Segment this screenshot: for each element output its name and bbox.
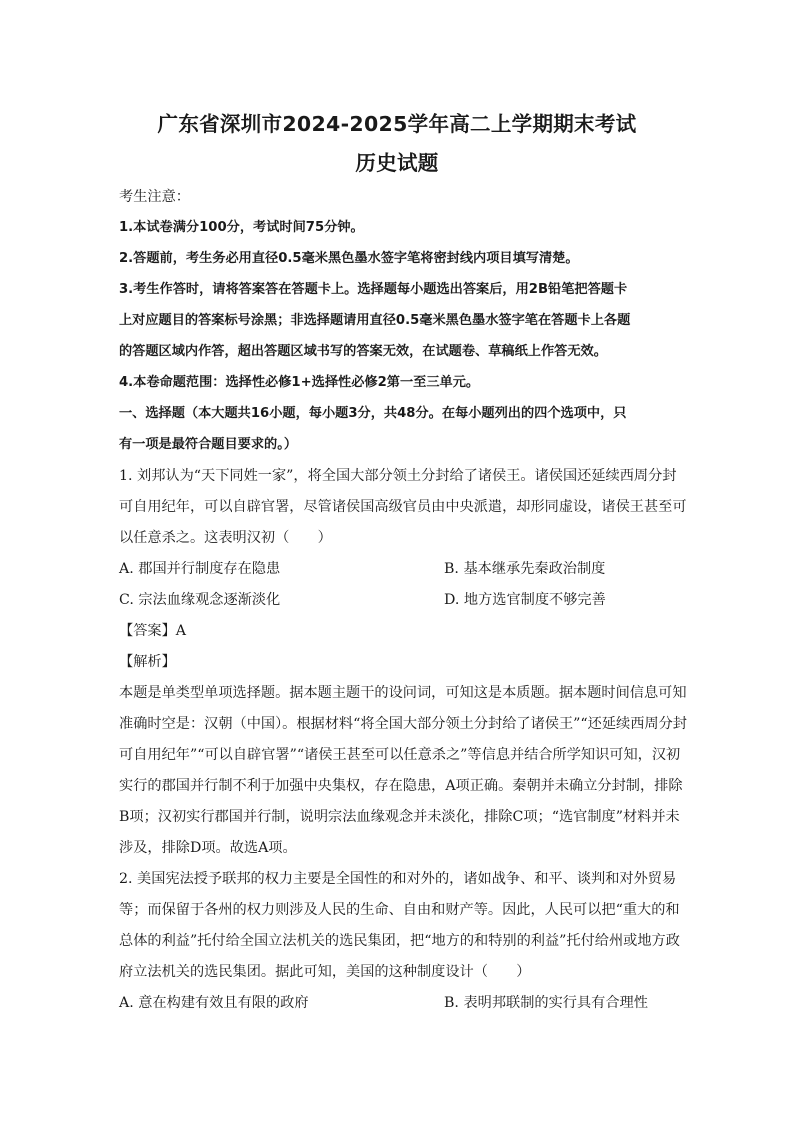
notice-item: 4.本卷命题范围：选择性必修1+选择性必修2第一至三单元。: [119, 375, 480, 390]
question-1-analysis-label: 【解析】: [119, 654, 176, 670]
exam-title: 广东省深圳市2024-2025学年高二上学期期末考试: [157, 112, 637, 136]
question-1-analysis: 准确时空是：汉朝（中国）。根据材料“将全国大部分领土分封给了诸侯王”“还延续西周分封: [119, 716, 687, 732]
question-1-option-d: D. 地方选官制度不够完善: [444, 592, 606, 608]
question-1-option-a: A. 郡国并行制度存在隐患: [119, 561, 281, 577]
question-1-answer: 【答案】A: [119, 623, 186, 639]
question-2-stem: 府立法机关的选民集团。据此可知，美国的这种制度设计（ ）: [119, 964, 531, 980]
question-1-analysis: B项；汉初实行郡国并行制，说明宗法血缘观念并未淡化，排除C项；“选官制度”材料并未: [119, 809, 680, 825]
notice-item: 上对应题目的答案标号涂黑；非选择题请用直径0.5毫米黑色墨水签字笔在答题卡上各题: [119, 313, 631, 328]
question-1-stem: 可自用纪年，可以自辟官署，尽管诸侯国高级官员由中央派遣，却形同虚设，诸侯王甚至可: [119, 499, 687, 515]
notice-item: 1.本试卷满分100分，考试时间75分钟。: [119, 220, 364, 235]
question-2-option-b: B. 表明邦联制的实行具有合理性: [444, 995, 648, 1011]
notice-item: 3.考生作答时，请将答案答在答题卡上。选择题每小题选出答案后，用2B铅笔把答题卡: [119, 282, 628, 297]
notice-heading: 考生注意：: [119, 189, 190, 205]
section-heading: 一、选择题（本大题共16小题，每小题3分，共48分。在每小题列出的四个选项中，只: [119, 406, 627, 421]
question-2-stem: 等；而保留于各州的权力则涉及人民的生命、自由和财产等。因此，人民可以把“重大的和: [119, 902, 680, 918]
question-1-option-c: C. 宗法血缘观念逐渐淡化: [119, 592, 281, 608]
exam-subject-title: 历史试题: [355, 151, 439, 175]
notice-item: 的答题区域内作答，超出答题区域书写的答案无效，在试题卷、草稿纸上作答无效。: [119, 344, 607, 359]
question-1-analysis: 实行的郡国并行制不利于加强中央集权，存在隐患，A项正确。秦朝并未确立分封制，排除: [119, 778, 683, 794]
question-2-stem: 2. 美国宪法授予联邦的权力主要是全国性的和对外的，诸如战争、和平、谈判和对外贸易: [119, 871, 677, 887]
question-2-stem: 总体的利益”托付给全国立法机关的选民集团，把“地方的和特别的利益”托付给州或地方政: [119, 933, 680, 949]
section-heading: 有一项是最符合题目要求的。）: [119, 437, 298, 452]
question-1-stem: 以任意杀之。这表明汉初（ ）: [119, 530, 332, 546]
question-1-analysis: 可自用纪年”“可以自辟官署”“诸侯王甚至可以任意杀之”等信息并结合所学知识可知，汉初: [119, 747, 681, 763]
question-1-analysis: 本题是单类型单项选择题。据本题主题干的设问词，可知这是本质题。据本题时间信息可知: [119, 685, 687, 701]
question-1-stem: 1. 刘邦认为“天下同姓一家”，将全国大部分领土分封给了诸侯王。诸侯国还延续西周分封: [119, 468, 677, 484]
question-1-analysis: 涉及，排除D项。故选A项。: [119, 840, 297, 856]
notice-item: 2.答题前，考生务必用直径0.5毫米黑色墨水签字笔将密封线内项目填写清楚。: [119, 251, 579, 266]
question-1-option-b: B. 基本继承先秦政治制度: [444, 561, 606, 577]
question-2-option-a: A. 意在构建有效且有限的政府: [119, 995, 309, 1011]
